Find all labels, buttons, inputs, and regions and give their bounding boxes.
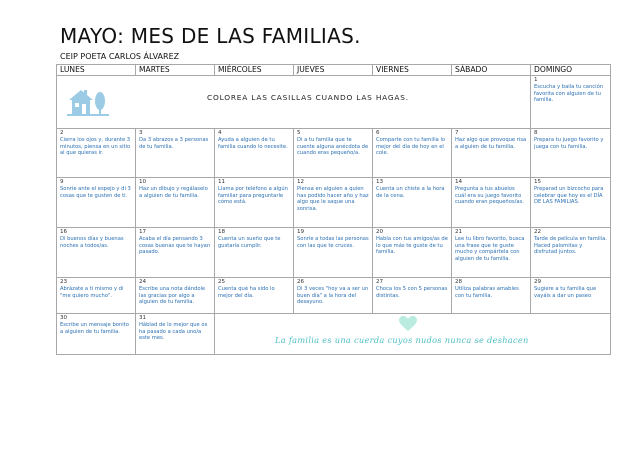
day-number: 2 [60, 130, 64, 136]
week-row-5 [57, 278, 611, 314]
day-number: 23 [60, 279, 68, 285]
day-number: 17 [139, 229, 147, 235]
day-number: 6 [376, 130, 380, 136]
day-activity: Sugiere a tu familia que vayáis a dar un paseo [534, 286, 597, 299]
school-name: CEIP POETA CARLOS ÁLVAREZ [60, 52, 180, 61]
day-activity: Cuenta un chiste a la hora de la cena. [376, 186, 445, 199]
weekday-header-row [57, 65, 611, 76]
day-activity: Lee tu libro favorito, busca una frase que te guste mucho y compártela con alguien de tu familia. [455, 236, 525, 262]
day-number: 14 [455, 179, 463, 185]
day-cell-11[interactable] [215, 178, 294, 228]
day-cell-20[interactable] [373, 228, 452, 278]
day-cell-23[interactable] [57, 278, 136, 314]
day-activity: Di a tu familia que te cuente alguna anécdota de cuando eras pequeño/a. [297, 137, 369, 157]
day-cell-5[interactable] [294, 129, 373, 178]
day-activity: Piensa en alguien a quien has podido hacer año y haz algo que le saque una sonrisa. [297, 186, 369, 212]
day-number: 1 [534, 77, 538, 83]
day-activity: Háblad de lo mejor que os ha pasado a cada uno/a este mes. [139, 322, 208, 342]
day-cell-8[interactable] [531, 129, 611, 178]
day-number: 16 [60, 229, 68, 235]
day-cell-19[interactable] [294, 228, 373, 278]
day-cell-24[interactable] [136, 278, 215, 314]
day-activity: Ayuda a alguien de tu familia cuando lo necesite. [218, 137, 288, 150]
day-activity: Tarde de película en familia. Haced palomitas y disfrutad juntos. [534, 236, 607, 256]
day-cell-13[interactable] [373, 178, 452, 228]
day-cell-17[interactable] [136, 228, 215, 278]
weekday-thursday: JUEVES [294, 65, 373, 76]
day-number: 7 [455, 130, 459, 136]
day-number: 13 [376, 179, 384, 185]
family-quote: La familia es una cuerda cuyos nudos nunca se deshacen [275, 335, 529, 345]
quote-cell [215, 314, 611, 355]
day-activity: Haz un dibujo y regálaselo a alguien de tu familia. [139, 186, 208, 199]
day-activity: Escribe una nota dándole las gracias por algo a alguien de tu familia. [139, 286, 206, 306]
weekday-sunday: DOMINGO [531, 65, 611, 76]
day-number: 4 [218, 130, 222, 136]
day-cell-7[interactable] [452, 129, 531, 178]
banner-instruction: COLOREA LAS CASILLAS CUANDO LAS HAGAS. [207, 93, 409, 102]
day-number: 10 [139, 179, 147, 185]
day-activity: Cuenta un sueño que te gustaría cumplir. [218, 236, 281, 249]
day-activity: Da 3 abrazos a 3 personas de tu familia. [139, 137, 209, 150]
day-number: 11 [218, 179, 226, 185]
weekday-wednesday: MIÉRCOLES [215, 65, 294, 76]
day-activity: Abrázate a ti mismo y di "me quiero mucho". [60, 286, 124, 299]
day-number: 19 [297, 229, 305, 235]
day-cell-2[interactable] [57, 129, 136, 178]
day-number: 31 [139, 315, 147, 321]
day-number: 12 [297, 179, 305, 185]
day-activity: Preparad un bizcocho para celebrar que hoy es el DÍA DE LAS FAMILIAS. [534, 186, 604, 206]
day-cell-26[interactable] [294, 278, 373, 314]
day-activity: Prepara tu juego favorito y juega con tu familia. [534, 137, 604, 150]
day-cell-14[interactable] [452, 178, 531, 228]
week-row-6 [57, 314, 611, 355]
day-activity: Escucha y baila tu canción favorita con alguien de tu familia. [534, 84, 604, 104]
day-number: 9 [60, 179, 64, 185]
day-activity: Acaba el día pensando 3 cosas buenas que te hayan pasado. [139, 236, 211, 256]
house-with-tree-icon [67, 86, 109, 118]
weekday-tuesday: MARTES [136, 65, 215, 76]
day-cell-21[interactable] [452, 228, 531, 278]
day-cell-25[interactable] [215, 278, 294, 314]
day-number: 21 [455, 229, 463, 235]
week-row-3 [57, 178, 611, 228]
day-activity: Llama por teléfono a algún familiar para preguntarle cómo está. [218, 186, 288, 206]
banner-cell [57, 76, 531, 129]
day-cell-31[interactable] [136, 314, 215, 355]
day-number: 26 [297, 279, 305, 285]
day-cell-3[interactable] [136, 129, 215, 178]
heart-icon [399, 316, 417, 332]
day-cell-1[interactable] [531, 76, 611, 129]
day-activity: Utiliza palabras amables con tu familia. [455, 286, 519, 299]
day-cell-22[interactable] [531, 228, 611, 278]
day-cell-10[interactable] [136, 178, 215, 228]
day-cell-28[interactable] [452, 278, 531, 314]
weekday-monday: LUNES [57, 65, 136, 76]
weekday-saturday: SÁBADO [452, 65, 531, 76]
day-activity: Sonríe ante el espejo y di 3 cosas que te gusten de ti. [60, 186, 131, 199]
day-activity: Habla con tus amigos/as de lo que más te guste de tu familia. [376, 236, 448, 256]
day-cell-30[interactable] [57, 314, 136, 355]
day-cell-6[interactable] [373, 129, 452, 178]
day-cell-4[interactable] [215, 129, 294, 178]
day-number: 20 [376, 229, 384, 235]
day-number: 3 [139, 130, 143, 136]
day-number: 24 [139, 279, 147, 285]
week-row-1 [57, 76, 611, 129]
day-number: 18 [218, 229, 226, 235]
day-number: 22 [534, 229, 542, 235]
day-number: 5 [297, 130, 301, 136]
day-activity: Escribe un mensaje bonito a alguien de tu familia. [60, 322, 129, 335]
day-cell-18[interactable] [215, 228, 294, 278]
day-activity: Pregunta a tus abuelos cuál era su juego favorito cuando eran pequeños/as. [455, 186, 524, 206]
day-activity: Comparte con tu familia lo mejor del día de hoy en el cole. [376, 137, 446, 157]
day-activity: Cierra los ojos y, durante 3 minutos, piensa en un sitio al que quieras ir. [60, 137, 131, 157]
day-activity: Haz algo que provoque risa a alguien de tu familia. [455, 137, 527, 150]
weekday-friday: VIERNES [373, 65, 452, 76]
day-cell-16[interactable] [57, 228, 136, 278]
day-number: 28 [455, 279, 463, 285]
day-cell-12[interactable] [294, 178, 373, 228]
day-cell-15[interactable] [531, 178, 611, 228]
day-activity: Di 3 veces "hoy va a ser un buen día" a la hora del desayuno. [297, 286, 369, 306]
day-number: 29 [534, 279, 542, 285]
day-activity: Choca los 5 con 5 personas distintas. [376, 286, 448, 299]
page-title: MAYO: MES DE LAS FAMILIAS. [60, 24, 361, 48]
day-activity: Cuenta qué ha sido lo mejor del día. [218, 286, 275, 299]
day-cell-27[interactable] [373, 278, 452, 314]
calendar-table [56, 64, 611, 355]
day-number: 30 [60, 315, 68, 321]
day-activity: Sonríe a todas las personas con las que te cruces. [297, 236, 369, 249]
day-number: 15 [534, 179, 542, 185]
day-cell-29[interactable] [531, 278, 611, 314]
week-row-2 [57, 129, 611, 178]
day-cell-9[interactable] [57, 178, 136, 228]
day-number: 25 [218, 279, 226, 285]
day-activity: Di buenos días y buenas noches a todos/as. [60, 236, 124, 249]
day-number: 27 [376, 279, 384, 285]
day-number: 8 [534, 130, 538, 136]
week-row-4 [57, 228, 611, 278]
